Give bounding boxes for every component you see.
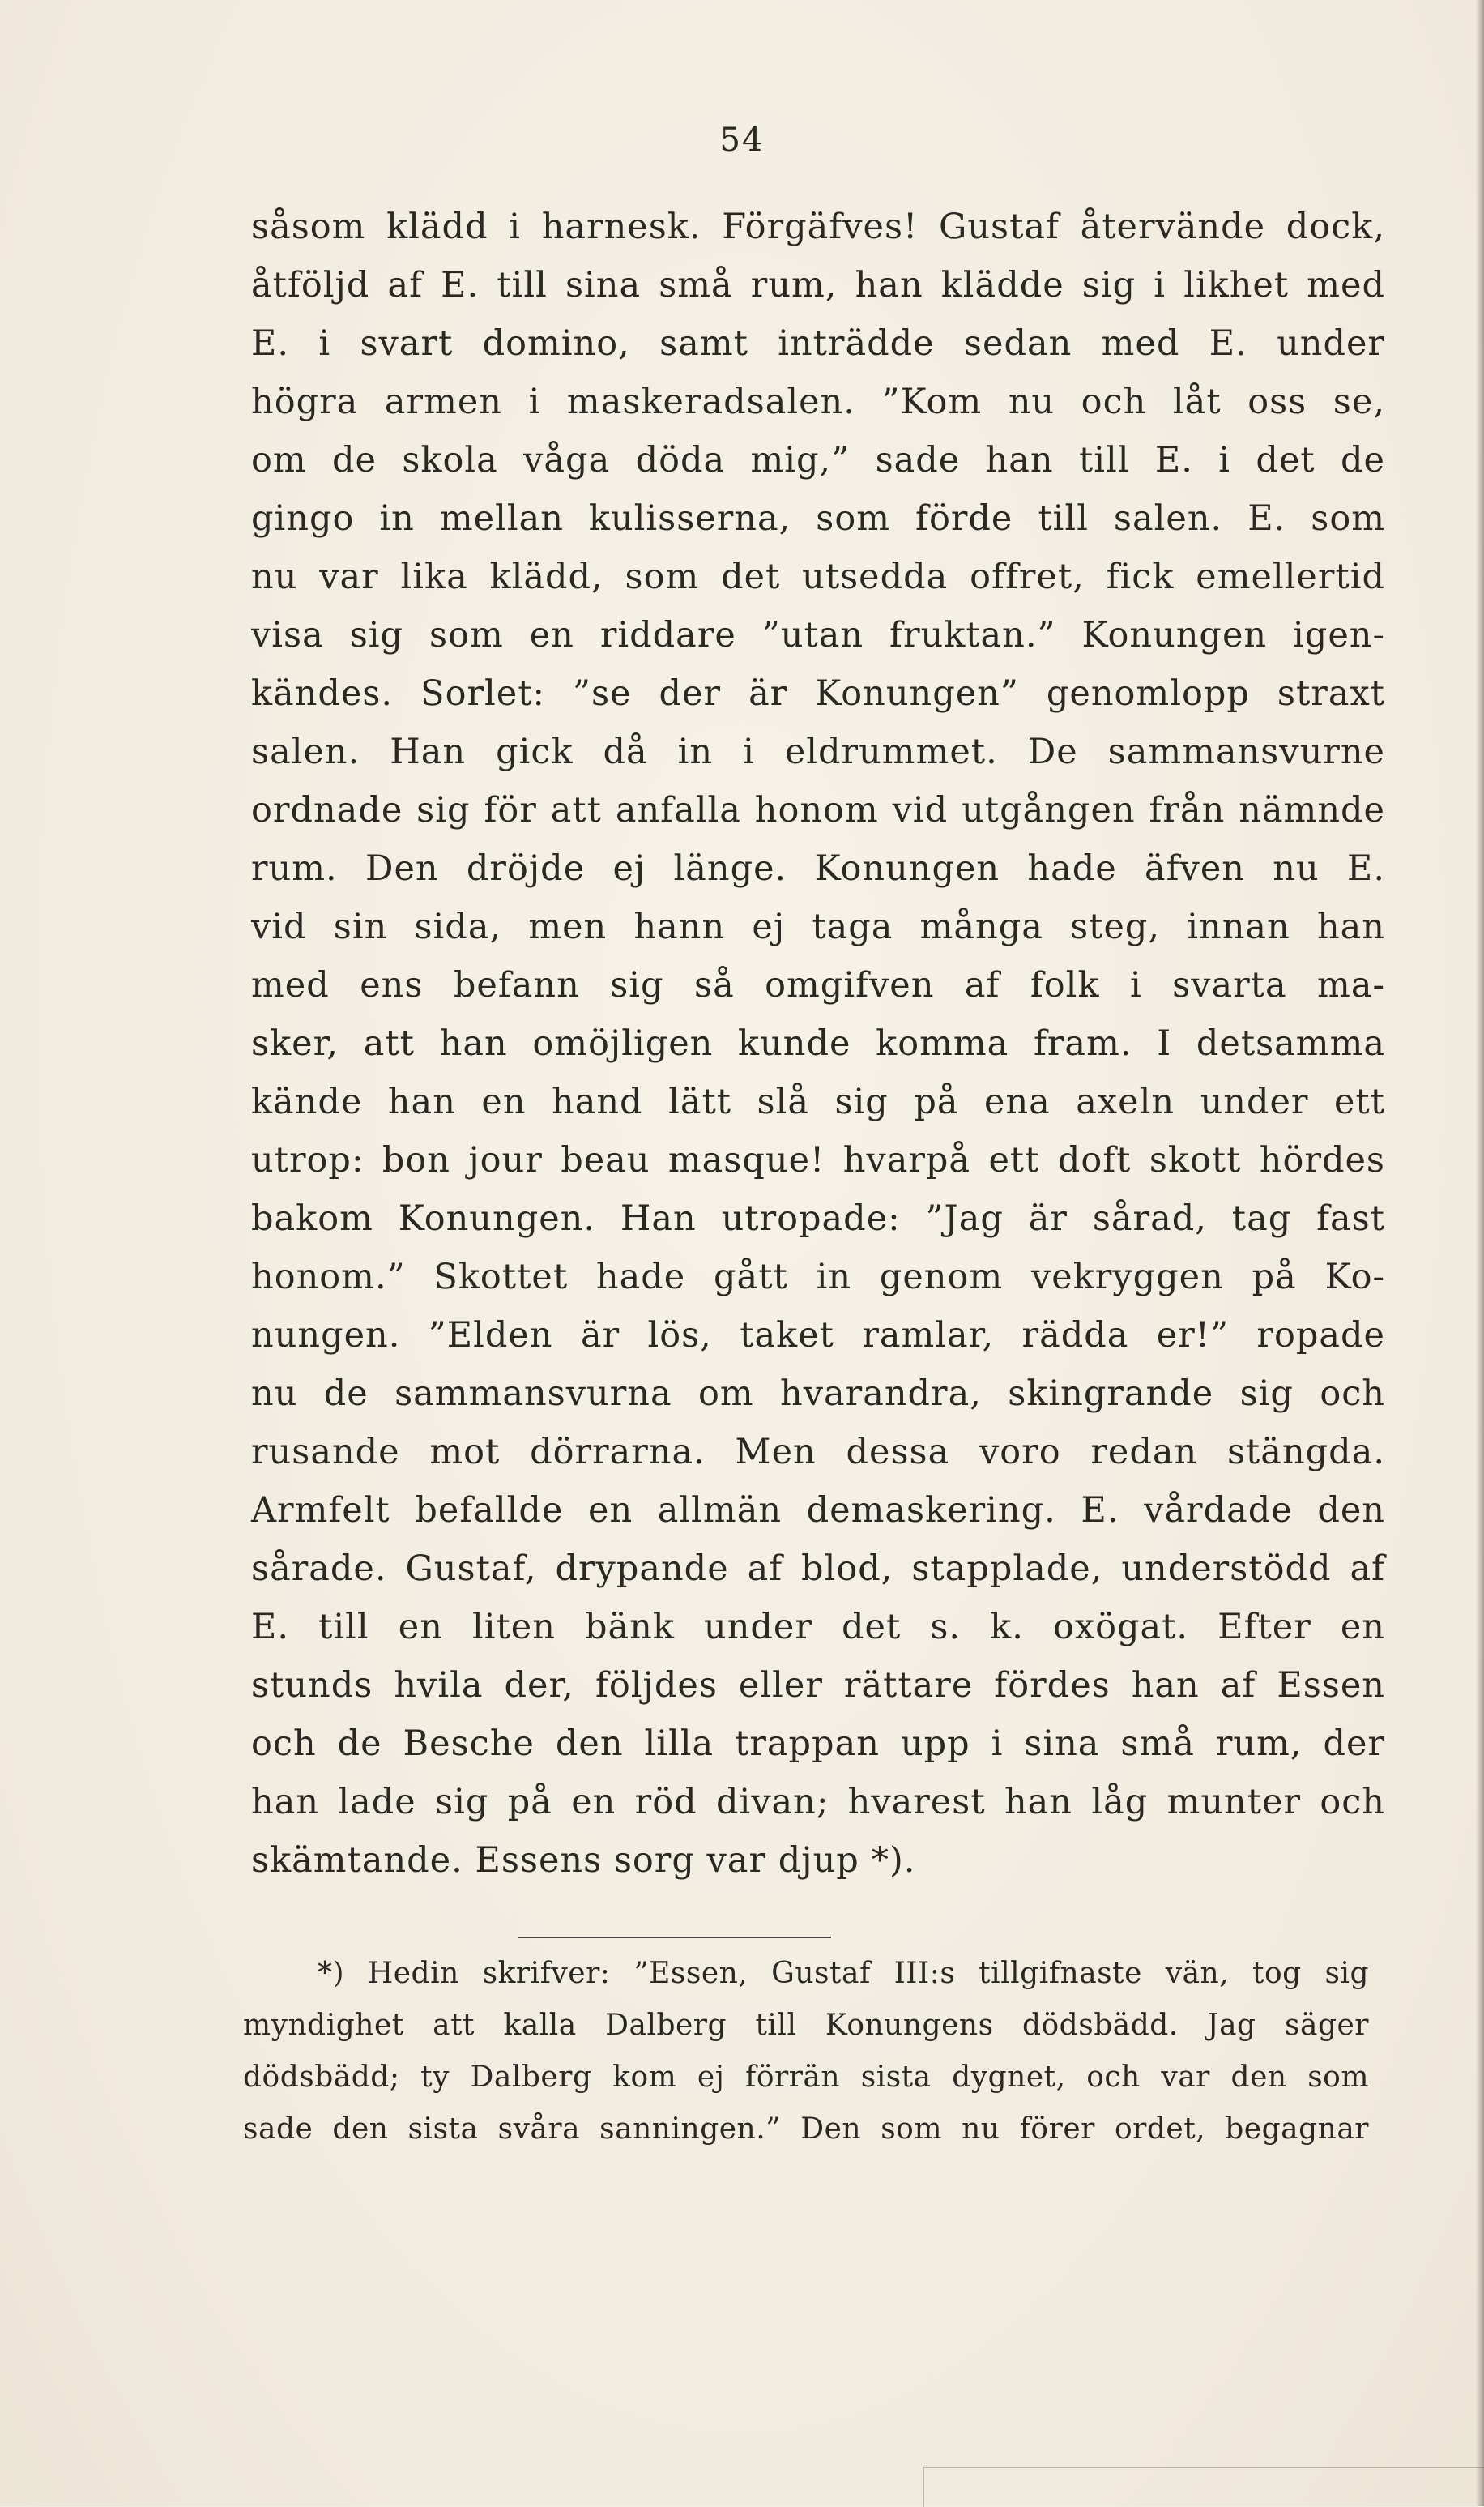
text-line: honom.” Skottet hade gått in genom vekryggen på Ko- <box>251 1257 1385 1297</box>
text-line: kändes. Sorlet: ”se der är Konungen” genomlopp straxt <box>251 673 1385 714</box>
text-line: E. till en liten bänk under det s. k. oxögat. Efter en <box>251 1607 1385 1647</box>
text-line: E. i svart domino, samt inträdde sedan med E. under <box>251 323 1385 364</box>
text-line: nungen. ”Elden är lös, taket ramlar, rädda er!” ropade <box>251 1315 1385 1356</box>
text-line-last: skämtande. Essens sorg var djup *). <box>251 1840 916 1881</box>
text-line: rum. Den dröjde ej länge. Konungen hade äfven nu E. <box>251 848 1385 889</box>
text-line: ordnade sig för att anfalla honom vid utgången från nämnde <box>251 790 1385 831</box>
footnote-line: dödsbädd; ty Dalberg kom ej förrän sista dygnet, och var den som <box>243 2061 1369 2094</box>
text-line: vid sin sida, men hann ej taga många steg, innan han <box>251 907 1385 947</box>
footnote-line: *) Hedin skrifver: ”Essen, Gustaf III:s tillgifnaste vän, tog sig <box>318 1957 1369 1990</box>
text-line: åtföljd af E. till sina små rum, han klädde sig i likhet med <box>251 265 1385 305</box>
text-line: salen. Han gick då in i eldrummet. De sammansvurne <box>251 732 1385 772</box>
page-number: 54 <box>719 122 765 159</box>
text-line: gingo in mellan kulisserna, som förde till salen. E. som <box>251 498 1385 539</box>
footnote-line: sade den sista svåra sanningen.” Den som nu förer ordet, begagnar <box>243 2112 1369 2146</box>
footnote-divider <box>518 1937 831 1938</box>
text-line: Armfelt befallde en allmän demaskering. E. vårdade den <box>251 1490 1385 1531</box>
text-line: nu de sammansvurna om hvarandra, skingrande sig och <box>251 1373 1385 1414</box>
text-line: och de Besche den lilla trappan upp i sina små rum, der <box>251 1723 1385 1764</box>
scan-edge-mark <box>923 2467 1484 2507</box>
main-text <box>251 198 1385 1890</box>
footnote <box>243 1948 1369 2155</box>
text-line: nu var lika klädd, som det utsedda offret, fick emellertid <box>251 557 1385 597</box>
footnote-line: myndighet att kalla Dalberg till Konungens dödsbädd. Jag säger <box>243 2009 1369 2042</box>
text-line: stunds hvila der, följdes eller rättare fördes han af Essen <box>251 1665 1385 1706</box>
text-line: med ens befann sig så omgifven af folk i svarta ma- <box>251 965 1385 1006</box>
text-line: rusande mot dörrarna. Men dessa voro redan stängda. <box>251 1432 1385 1472</box>
text-line: sårade. Gustaf, drypande af blod, stapplade, understödd af <box>251 1548 1385 1589</box>
text-line: kände han en hand lätt slå sig på ena axeln under ett <box>251 1082 1385 1122</box>
text-line: sker, att han omöjligen kunde komma fram. I detsamma <box>251 1023 1385 1064</box>
text-line: utrop: bon jour beau masque! hvarpå ett doft skott hördes <box>251 1140 1385 1181</box>
text-line: han lade sig på en röd divan; hvarest han låg munter och <box>251 1782 1385 1822</box>
text-line: högra armen i maskeradsalen. ”Kom nu och låt oss se, <box>251 382 1385 422</box>
text-line: såsom klädd i harnesk. Förgäfves! Gustaf återvände dock, <box>251 207 1385 247</box>
page-edge-shadow <box>1476 0 1484 2506</box>
text-line: om de skola våga döda mig,” sade han till E. i det de <box>251 440 1385 480</box>
text-line: visa sig som en riddare ”utan fruktan.” Konungen igen- <box>251 615 1385 656</box>
text-line: bakom Konungen. Han utropade: ”Jag är sårad, tag fast <box>251 1198 1385 1239</box>
